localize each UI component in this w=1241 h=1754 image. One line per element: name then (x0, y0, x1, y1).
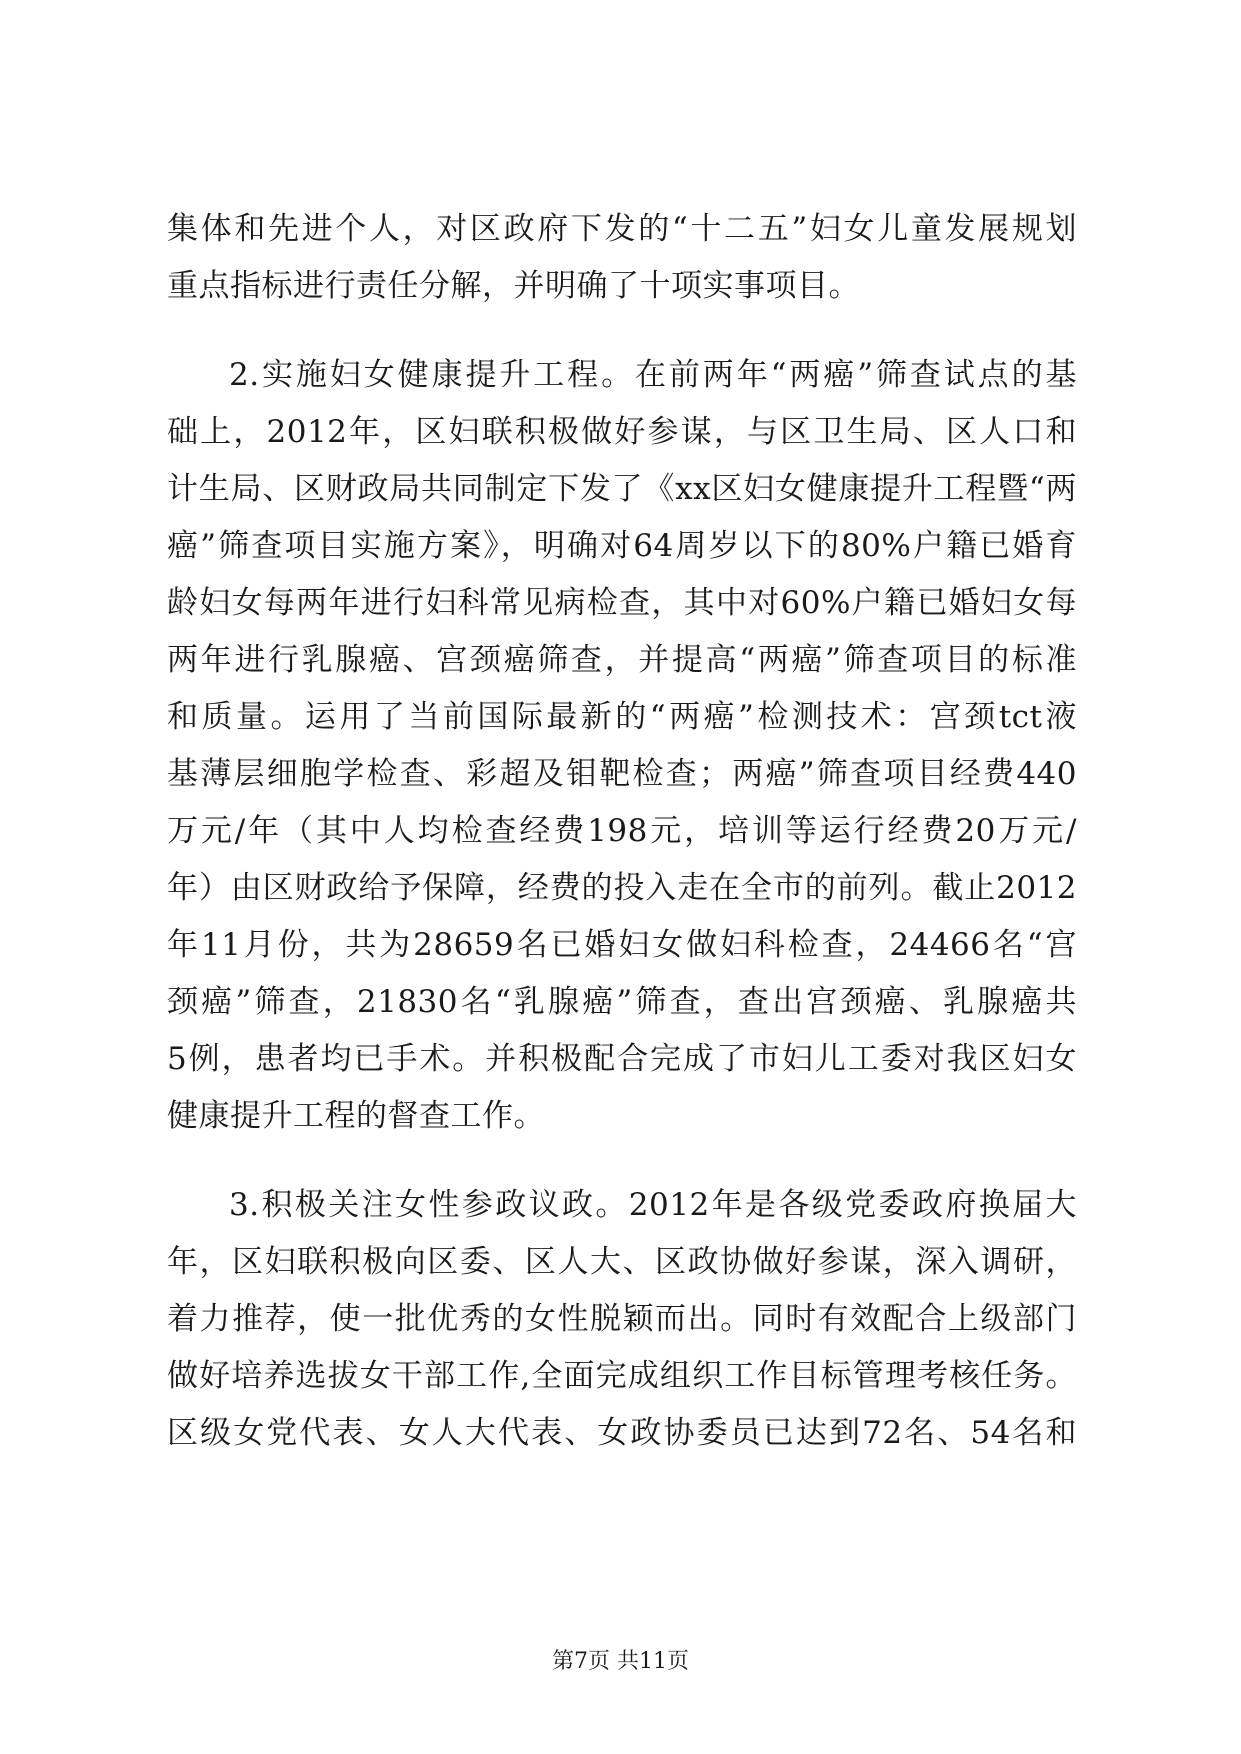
text-line-4: 础上，2012年，区妇联积极做好参谋，与区卫生局、区人口和 (167, 414, 1077, 450)
text-line-10: 基薄层细胞学检查、彩超及钼靶检查；两癌”筛查项目经费440 (167, 756, 1077, 792)
text-line-13: 年11月份，共为28659名已婚妇女做妇科检查，24466名“宫 (167, 927, 1077, 963)
text-line-14: 颈癌”筛查，21830名“乳腺癌”筛查，查出宫颈癌、乳腺癌共 (167, 984, 1077, 1020)
text-line-21: 区级女党代表、女人大代表、女政协委员已达到72名、54名和 (167, 1415, 1077, 1451)
text-line-20: 做好培养选拔女干部工作,全面完成组织工作目标管理考核任务。 (167, 1358, 1077, 1394)
text-line-17: 3.积极关注女性参政议政。2012年是各级党委政府换届大 (229, 1187, 1077, 1223)
text-line-19: 着力推荐，使一批优秀的女性脱颖而出。同时有效配合上级部门 (167, 1301, 1077, 1337)
text-line-15: 5例，患者均已手术。并积极配合完成了市妇儿工委对我区妇女 (167, 1041, 1077, 1077)
text-line-6: 癌”筛查项目实施方案》，明确对64周岁以下的80%户籍已婚育 (167, 528, 1077, 564)
text-line-12: 年）由区财政给予保障，经费的投入走在全市的前列。截止2012 (167, 870, 1077, 906)
text-line-1: 集体和先进个人，对区政府下发的“十二五”妇女儿童发展规划 (167, 211, 1077, 247)
text-line-5: 计生局、区财政局共同制定下发了《xx区妇女健康提升工程暨“两 (167, 471, 1077, 507)
text-line-18: 年，区妇联积极向区委、区人大、区政协做好参谋，深入调研， (167, 1244, 1077, 1280)
text-line-16: 健康提升工程的督查工作。 (167, 1098, 545, 1134)
page-number-footer: 第7页 共11页 (552, 1649, 689, 1674)
text-line-3: 2.实施妇女健康提升工程。在前两年“两癌”筛查试点的基 (229, 357, 1077, 393)
text-line-11: 万元/年（其中人均检查经费198元，培训等运行经费20万元/ (167, 813, 1077, 849)
text-line-9: 和质量。运用了当前国际最新的“两癌”检测技术：宫颈tct液 (167, 699, 1077, 735)
text-line-2: 重点指标进行责任分解，并明确了十项实事项目。 (167, 268, 860, 304)
text-line-7: 龄妇女每两年进行妇科常见病检查，其中对60%户籍已婚妇女每 (167, 585, 1077, 621)
text-line-8: 两年进行乳腺癌、宫颈癌筛查，并提高“两癌”筛查项目的标准 (167, 642, 1077, 678)
